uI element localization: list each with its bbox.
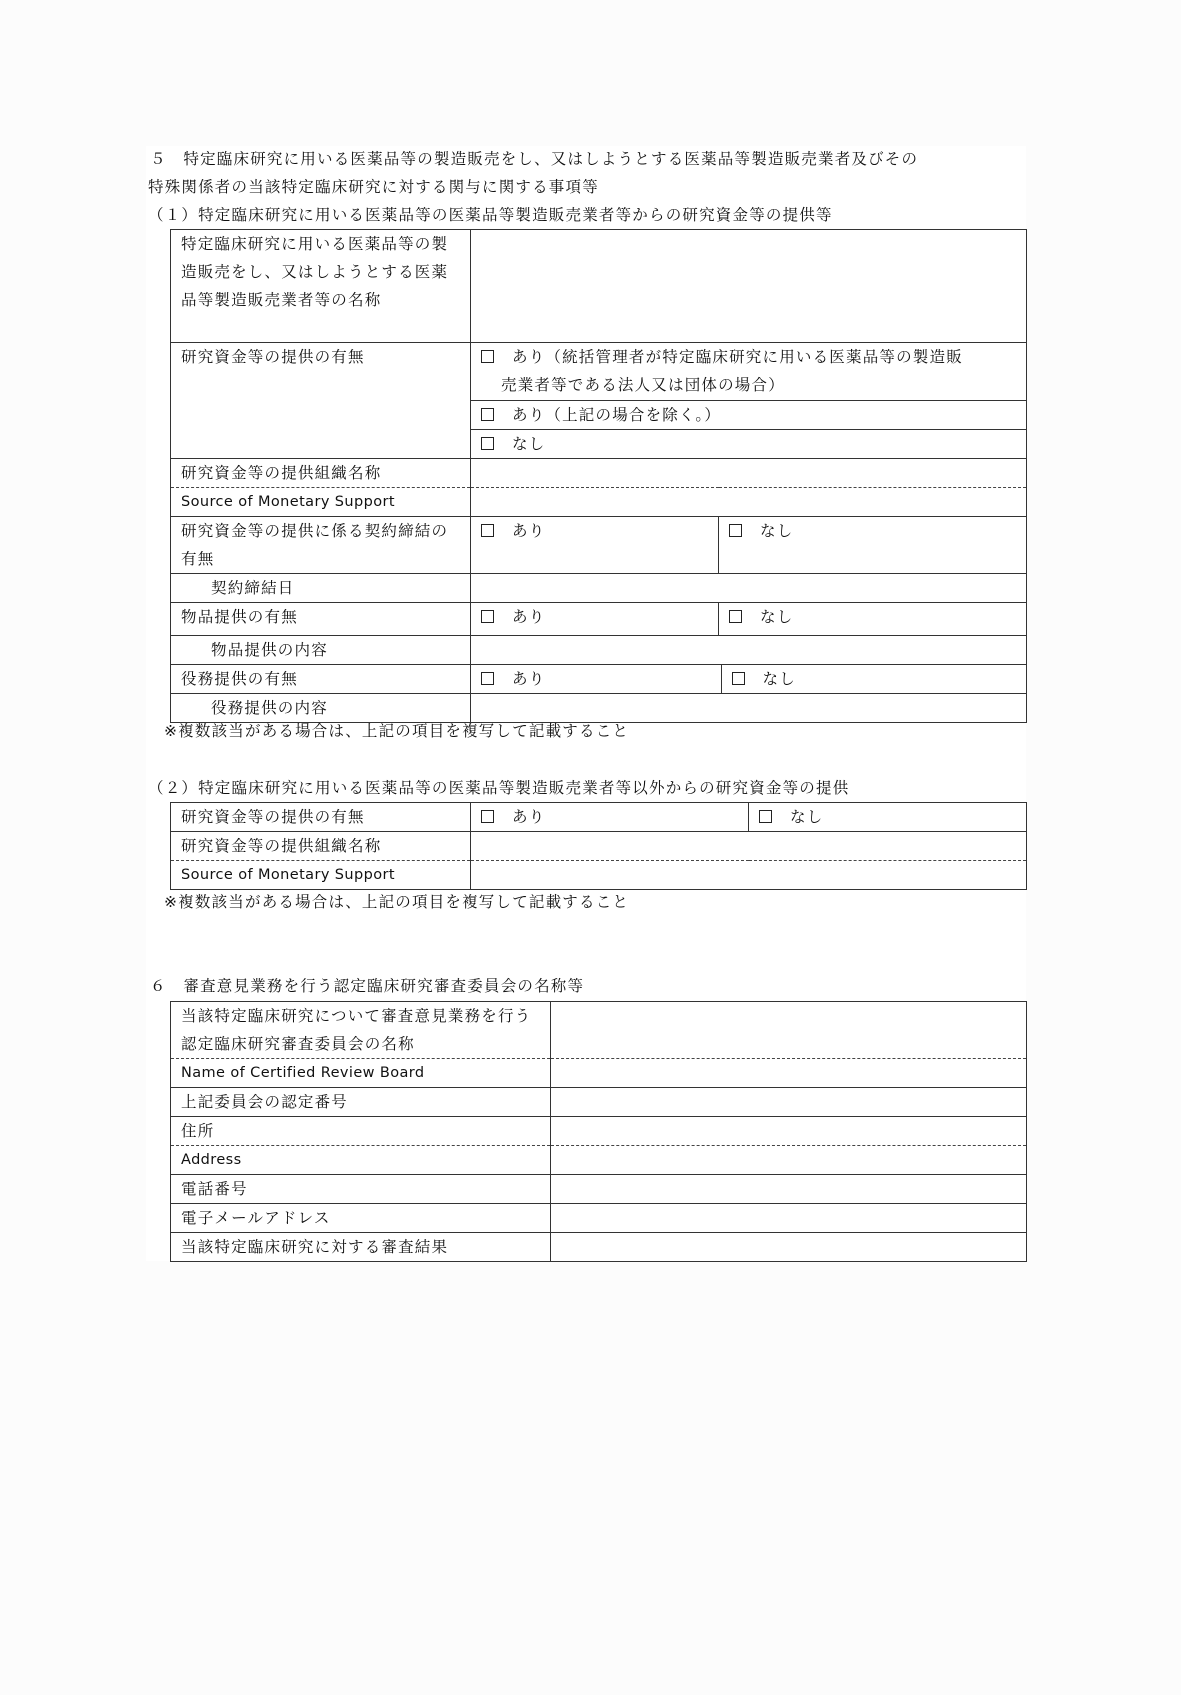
- manufacturer-label: 特定臨床研究に用いる医薬品等の製造販売をし、又はしようとする医薬品等製造販売業者等の名称: [171, 230, 471, 343]
- board-name-en-value[interactable]: [551, 1059, 1027, 1088]
- result-label: 当該特定臨床研究に対する審査結果: [171, 1233, 551, 1262]
- section5-sub1-heading: （１）特定臨床研究に用いる医薬品等の医薬品等製造販売業者等からの研究資金等の提供等: [148, 206, 833, 224]
- address-value[interactable]: [551, 1117, 1027, 1146]
- checkbox-icon[interactable]: [481, 524, 494, 537]
- checkbox-icon[interactable]: [481, 810, 494, 823]
- funding-label: 研究資金等の提供の有無: [171, 343, 471, 459]
- funding-table-2: [170, 802, 1027, 890]
- contract-date-label: 契約締結日: [171, 574, 471, 603]
- org-name-label: 研究資金等の提供組織名称: [171, 459, 471, 488]
- service-no[interactable]: なし: [721, 665, 1026, 693]
- contract-yes[interactable]: あり: [471, 517, 719, 574]
- org-name-value[interactable]: [471, 459, 1027, 488]
- goods-no[interactable]: なし: [719, 603, 1027, 636]
- phone-label: 電話番号: [171, 1175, 551, 1204]
- result-value[interactable]: [551, 1233, 1027, 1262]
- goods-content-value[interactable]: [471, 636, 1027, 665]
- checkbox-icon[interactable]: [732, 672, 745, 685]
- address-en-value[interactable]: [551, 1146, 1027, 1175]
- sub2-org-name-en-label: Source of Monetary Support: [171, 861, 471, 890]
- board-name-label: 当該特定臨床研究について審査意見業務を行う認定臨床研究審査委員会の名称: [171, 1002, 551, 1059]
- service-label: 役務提供の有無: [171, 665, 471, 694]
- funding-table-1: [170, 229, 1027, 723]
- sub2-org-name-en-value[interactable]: [471, 861, 1027, 890]
- email-value[interactable]: [551, 1204, 1027, 1233]
- contract-date-value[interactable]: [471, 574, 1027, 603]
- board-name-en-label: Name of Certified Review Board: [171, 1059, 551, 1088]
- checkbox-icon[interactable]: [729, 524, 742, 537]
- section5-sub2-heading: （２）特定臨床研究に用いる医薬品等の医薬品等製造販売業者等以外からの研究資金等の提供: [148, 779, 850, 797]
- option-none[interactable]: なし: [471, 430, 1027, 459]
- sub2-note: ※複数該当がある場合は、上記の項目を複写して記載すること: [164, 893, 630, 911]
- option-yes-corp[interactable]: あり（統括管理者が特定臨床研究に用いる医薬品等の製造販 売業者等である法人又は団体の場合）: [471, 343, 1027, 401]
- goods-content-label: 物品提供の内容: [171, 636, 471, 665]
- checkbox-icon[interactable]: [481, 408, 494, 421]
- option-yes-other[interactable]: あり（上記の場合を除く。）: [471, 401, 1027, 430]
- checkbox-icon[interactable]: [759, 810, 772, 823]
- review-board-table: [170, 1001, 1027, 1262]
- service-options: [471, 665, 1027, 694]
- address-en-label: Address: [171, 1146, 551, 1175]
- service-content-value[interactable]: [471, 694, 1027, 723]
- sub2-org-name-label: 研究資金等の提供組織名称: [171, 832, 471, 861]
- checkbox-icon[interactable]: [481, 672, 494, 685]
- cert-number-value[interactable]: [551, 1088, 1027, 1117]
- sub2-org-name-value[interactable]: [471, 832, 1027, 861]
- phone-value[interactable]: [551, 1175, 1027, 1204]
- section5-heading-line2: 特殊関係者の当該特定臨床研究に対する関与に関する事項等: [148, 178, 599, 196]
- cert-number-label: 上記委員会の認定番号: [171, 1088, 551, 1117]
- sub1-note: ※複数該当がある場合は、上記の項目を複写して記載すること: [164, 722, 630, 740]
- manufacturer-value[interactable]: [471, 230, 1027, 343]
- section5-heading-line1: ５ 特定臨床研究に用いる医薬品等の製造販売をし、又はしようとする医薬品等製造販売業者及びその: [150, 150, 919, 168]
- sub2-funding-yes[interactable]: あり: [471, 803, 749, 832]
- checkbox-icon[interactable]: [729, 610, 742, 623]
- checkbox-icon[interactable]: [481, 350, 494, 363]
- sub2-funding-no[interactable]: なし: [749, 803, 1027, 832]
- sub2-funding-label: 研究資金等の提供の有無: [171, 803, 471, 832]
- address-label: 住所: [171, 1117, 551, 1146]
- section6-heading: ６ 審査意見業務を行う認定臨床研究審査委員会の名称等: [150, 977, 585, 995]
- service-content-label: 役務提供の内容: [171, 694, 471, 723]
- email-label: 電子メールアドレス: [171, 1204, 551, 1233]
- checkbox-icon[interactable]: [481, 610, 494, 623]
- contract-label: 研究資金等の提供に係る契約締結の有無: [171, 517, 471, 574]
- org-name-en-label: Source of Monetary Support: [171, 488, 471, 517]
- goods-yes[interactable]: あり: [471, 603, 719, 636]
- service-yes[interactable]: あり: [471, 665, 721, 693]
- goods-label: 物品提供の有無: [171, 603, 471, 636]
- board-name-value[interactable]: [551, 1002, 1027, 1059]
- org-name-en-value[interactable]: [471, 488, 1027, 517]
- contract-no[interactable]: なし: [719, 517, 1027, 574]
- checkbox-icon[interactable]: [481, 437, 494, 450]
